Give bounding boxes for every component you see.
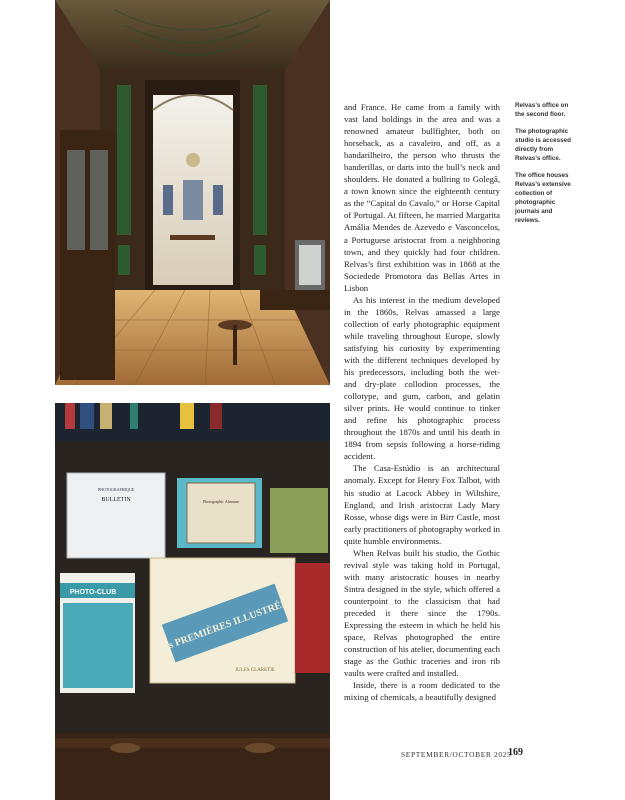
article-paragraph: The Casa-Estúdio is an architectural anomaly. Except for Henry Fox Talbot, with his studio at Lacock Abbey in Wiltshire, England, and Irish aristocrat Lady Mary Rosse, whose digs were in Birr Castle, most early practitioners of photography worked in quite humble environments. bbox=[344, 463, 500, 546]
book3-title: PHOTO-CLUB bbox=[69, 589, 117, 596]
caption-office: Relvas’s office on the second floor. bbox=[515, 102, 569, 118]
article-paragraph: As his interest in the medium developed in the 1860s, Relvas amassed a large collection of early photographic equipment while traveling throughout Europe, slowly satisfying his curiosity by experimenting with the different techniques developed by his predecessors, including both the wet- and dry-plate collodion processes, the collotype, and gum, carbon, and gelatin silver prints. He would continue to tinker and refine his photographic process throughout the 1870s and until his death in 1894 from sepsis following a horse-riding accident. bbox=[344, 294, 500, 462]
book4-subtitle: JULES CLARETIE bbox=[235, 668, 275, 673]
article-paragraph: When Relvas built his studio, the Gothic revival style was taking hold in Portugal, with many aristocratic houses in nearby Sintra designed in the style, which offered a counterpoint to the classicism that had preceded it there since the 1790s. Expressing the esteem in which he held his space, Relvas photographed the entire construction of his atelier, documenting each stage as the Gothic traceries and iron rib vaults were crafted and installed. bbox=[344, 547, 500, 679]
journals-collection-photo bbox=[55, 403, 330, 800]
page-number: 169 bbox=[508, 747, 523, 758]
issue-date: SEPTEMBER/OCTOBER 2025 bbox=[401, 750, 512, 759]
article-paragraph: Inside, there is a room dedicated to the mixing of chemicals, a beautifully designed bbox=[344, 680, 500, 703]
caption-collection: The office houses Relvas’s extensive collection of photographic journals and reviews. bbox=[515, 172, 571, 224]
photo-captions bbox=[515, 101, 577, 233]
book2-title: Photographic Almanac bbox=[202, 499, 240, 504]
book4-title: Les PREMIÈRES ILLUSTRÉES bbox=[157, 595, 295, 655]
caption-studio: The photographic studio is accessed directly from Relvas’s office. bbox=[515, 128, 571, 162]
article-body bbox=[344, 101, 500, 703]
article-paragraph: and France. He came from a family with vast land holdings in the area and was a renowned amateur bullfighter, both on horseback, as a cavaleiro, and off, as a bandarilheiro, the person who thrusts the banderillas, or darts into the bull’s neck and shoulders. He donated a bullring to Golegã, a town known since the eighteenth century as the “Capital do Cavalo,” or Horse Capital of Portugal. At fifteen, he married Margarita Amália Mendes de Azevedo e Vasconcelos, a Portuguese aristocrat from a neighboring town, and they quickly had four children. Relvas’s first exhibition was in 1868 at the Sociedede Promotora das Bellas Artes in Lisbon bbox=[344, 102, 500, 293]
office-interior-photo bbox=[55, 0, 330, 385]
book1-line1: PHOTOGRAPHIQUE bbox=[97, 487, 135, 492]
office-interior-illustration bbox=[55, 0, 330, 385]
journals-illustration bbox=[55, 403, 330, 800]
book1-line2: BULLETIN bbox=[101, 497, 131, 503]
